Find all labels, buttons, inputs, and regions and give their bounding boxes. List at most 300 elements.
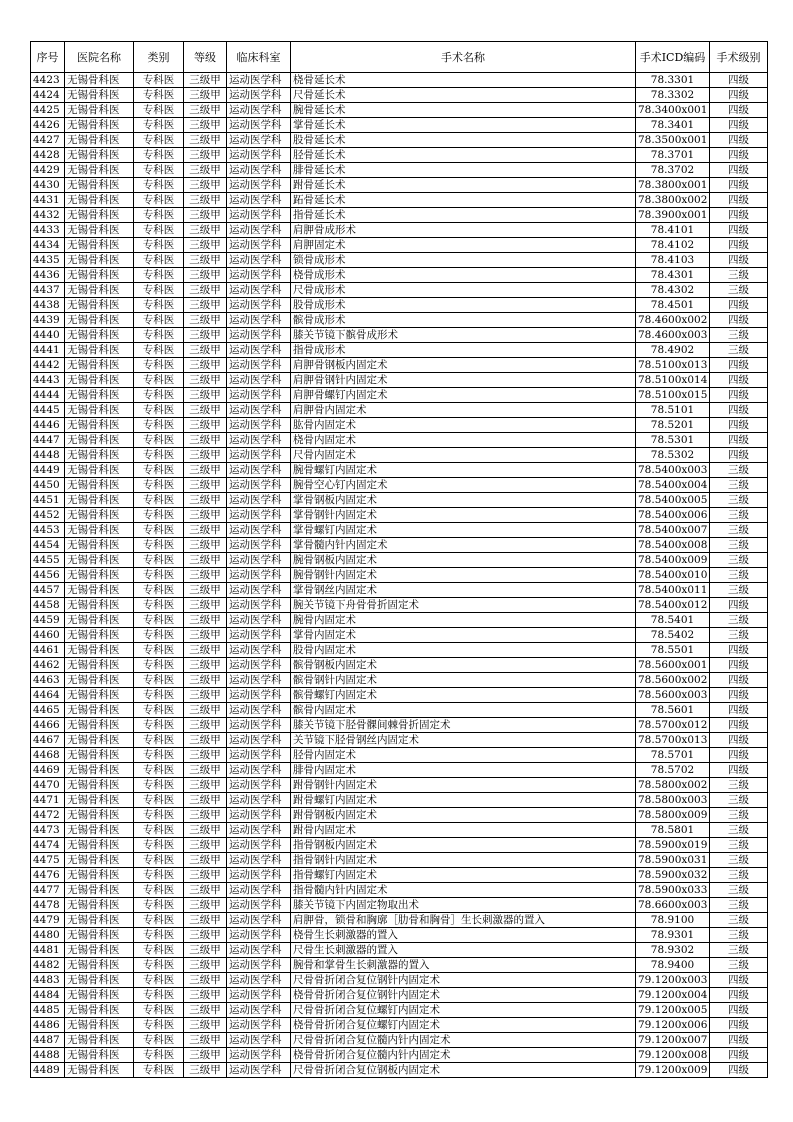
category-cell: 专科医 [134,148,184,163]
seq-cell: 4465 [31,703,65,718]
hospital-cell: 无锡骨科医 [65,763,134,778]
grade-cell: 三级甲 [184,73,227,88]
seq-cell: 4437 [31,283,65,298]
table-row [31,628,768,643]
category-cell: 专科医 [134,748,184,763]
surgery-name-cell: 髌骨内固定术 [291,703,636,718]
grade-cell: 三级甲 [184,733,227,748]
hospital-cell: 无锡骨科医 [65,118,134,133]
icd-cell: 78.5700x012 [636,718,710,733]
hospital-cell: 无锡骨科医 [65,133,134,148]
icd-cell: 78.3302 [636,88,710,103]
table-row [31,88,768,103]
seq-cell: 4472 [31,808,65,823]
icd-cell: 78.3301 [636,73,710,88]
grade-cell: 三级甲 [184,508,227,523]
dept-cell: 运动医学科 [227,658,291,673]
table-row [31,973,768,988]
dept-cell: 运动医学科 [227,148,291,163]
grade-cell: 三级甲 [184,883,227,898]
surgery-name-cell: 肩胛骨钢针内固定术 [291,373,636,388]
dept-cell: 运动医学科 [227,298,291,313]
surgery-name-cell: 指骨延长术 [291,208,636,223]
icd-cell: 78.5400x008 [636,538,710,553]
table-row [31,268,768,283]
surgery-name-cell: 关节镜下胫骨钢丝内固定术 [291,733,636,748]
table-row [31,328,768,343]
table-header-row [31,42,768,73]
seq-cell: 4456 [31,568,65,583]
seq-cell: 4429 [31,163,65,178]
table-row [31,133,768,148]
dept-cell: 运动医学科 [227,763,291,778]
seq-cell: 4436 [31,268,65,283]
dept-cell: 运动医学科 [227,598,291,613]
grade-cell: 三级甲 [184,418,227,433]
icd-cell: 78.5301 [636,433,710,448]
category-cell: 专科医 [134,163,184,178]
grade-cell: 三级甲 [184,763,227,778]
table-row [31,343,768,358]
dept-cell: 运动医学科 [227,403,291,418]
seq-cell: 4476 [31,868,65,883]
surgery-name-cell: 尺骨骨折闭合复位钢板内固定术 [291,1063,636,1078]
seq-cell: 4431 [31,193,65,208]
seq-cell: 4463 [31,673,65,688]
grade-cell: 三级甲 [184,1018,227,1033]
level-cell: 三级 [710,538,768,553]
seq-cell: 4475 [31,853,65,868]
hospital-cell: 无锡骨科医 [65,718,134,733]
icd-cell: 78.5401 [636,613,710,628]
level-cell: 四级 [710,598,768,613]
level-cell: 四级 [710,103,768,118]
seq-cell: 4445 [31,403,65,418]
seq-cell: 4440 [31,328,65,343]
table-row [31,808,768,823]
icd-cell: 78.5400x007 [636,523,710,538]
category-cell: 专科医 [134,688,184,703]
seq-cell: 4489 [31,1063,65,1078]
seq-cell: 4438 [31,298,65,313]
category-cell: 专科医 [134,718,184,733]
header-icd: 手术ICD编码 [636,42,710,73]
surgery-name-cell: 掌骨螺钉内固定术 [291,523,636,538]
hospital-cell: 无锡骨科医 [65,433,134,448]
surgery-name-cell: 尺骨内固定术 [291,448,636,463]
category-cell: 专科医 [134,973,184,988]
table-row [31,943,768,958]
grade-cell: 三级甲 [184,403,227,418]
surgery-name-cell: 腓骨延长术 [291,163,636,178]
hospital-cell: 无锡骨科医 [65,343,134,358]
icd-cell: 78.5400x012 [636,598,710,613]
icd-cell: 78.5601 [636,703,710,718]
seq-cell: 4460 [31,628,65,643]
surgery-name-cell: 跗骨钢板内固定术 [291,808,636,823]
grade-cell: 三级甲 [184,193,227,208]
category-cell: 专科医 [134,628,184,643]
level-cell: 三级 [710,463,768,478]
category-cell: 专科医 [134,913,184,928]
seq-cell: 4469 [31,763,65,778]
icd-cell: 78.4301 [636,268,710,283]
category-cell: 专科医 [134,178,184,193]
level-cell: 三级 [710,583,768,598]
category-cell: 专科医 [134,1018,184,1033]
table-row [31,433,768,448]
hospital-cell: 无锡骨科医 [65,703,134,718]
category-cell: 专科医 [134,763,184,778]
dept-cell: 运动医学科 [227,73,291,88]
hospital-cell: 无锡骨科医 [65,238,134,253]
level-cell: 四级 [710,193,768,208]
icd-cell: 78.3800x001 [636,178,710,193]
seq-cell: 4455 [31,553,65,568]
icd-cell: 78.3401 [636,118,710,133]
category-cell: 专科医 [134,118,184,133]
seq-cell: 4464 [31,688,65,703]
seq-cell: 4459 [31,613,65,628]
dept-cell: 运动医学科 [227,778,291,793]
level-cell: 四级 [710,1018,768,1033]
hospital-cell: 无锡骨科医 [65,208,134,223]
category-cell: 专科医 [134,838,184,853]
category-cell: 专科医 [134,373,184,388]
level-cell: 四级 [710,718,768,733]
level-cell: 四级 [710,223,768,238]
level-cell: 四级 [710,358,768,373]
surgery-name-cell: 指骨螺钉内固定术 [291,868,636,883]
surgery-name-cell: 髌骨钢针内固定术 [291,673,636,688]
level-cell: 四级 [710,298,768,313]
category-cell: 专科医 [134,73,184,88]
dept-cell: 运动医学科 [227,103,291,118]
hospital-cell: 无锡骨科医 [65,868,134,883]
grade-cell: 三级甲 [184,658,227,673]
hospital-cell: 无锡骨科医 [65,793,134,808]
seq-cell: 4443 [31,373,65,388]
surgery-name-cell: 胫骨内固定术 [291,748,636,763]
surgery-name-cell: 肩胛骨螺钉内固定术 [291,388,636,403]
level-cell: 四级 [710,988,768,1003]
surgery-name-cell: 尺骨生长刺激器的置入 [291,943,636,958]
grade-cell: 三级甲 [184,238,227,253]
grade-cell: 三级甲 [184,613,227,628]
grade-cell: 三级甲 [184,1063,227,1078]
grade-cell: 三级甲 [184,778,227,793]
dept-cell: 运动医学科 [227,988,291,1003]
category-cell: 专科医 [134,958,184,973]
hospital-cell: 无锡骨科医 [65,358,134,373]
icd-cell: 79.1200x008 [636,1048,710,1063]
level-cell: 三级 [710,283,768,298]
table-row [31,1018,768,1033]
surgery-name-cell: 肩胛骨钢板内固定术 [291,358,636,373]
hospital-cell: 无锡骨科医 [65,538,134,553]
grade-cell: 三级甲 [184,208,227,223]
icd-cell: 78.5100x015 [636,388,710,403]
seq-cell: 4458 [31,598,65,613]
table-row [31,868,768,883]
table-row [31,73,768,88]
surgery-name-cell: 股骨延长术 [291,133,636,148]
dept-cell: 运动医学科 [227,673,291,688]
dept-cell: 运动医学科 [227,448,291,463]
header-level: 手术级别 [710,42,768,73]
table-row [31,298,768,313]
table-row [31,643,768,658]
icd-cell: 78.5800x009 [636,808,710,823]
level-cell: 四级 [710,238,768,253]
seq-cell: 4467 [31,733,65,748]
grade-cell: 三级甲 [184,628,227,643]
seq-cell: 4444 [31,388,65,403]
seq-cell: 4433 [31,223,65,238]
dept-cell: 运动医学科 [227,883,291,898]
category-cell: 专科医 [134,388,184,403]
dept-cell: 运动医学科 [227,208,291,223]
dept-cell: 运动医学科 [227,253,291,268]
surgery-name-cell: 锁骨成形术 [291,253,636,268]
hospital-cell: 无锡骨科医 [65,973,134,988]
hospital-cell: 无锡骨科医 [65,463,134,478]
grade-cell: 三级甲 [184,928,227,943]
hospital-cell: 无锡骨科医 [65,568,134,583]
hospital-cell: 无锡骨科医 [65,913,134,928]
level-cell: 三级 [710,943,768,958]
hospital-cell: 无锡骨科医 [65,688,134,703]
table-row [31,163,768,178]
table-row [31,553,768,568]
grade-cell: 三级甲 [184,808,227,823]
table-row [31,778,768,793]
category-cell: 专科医 [134,463,184,478]
hospital-cell: 无锡骨科医 [65,193,134,208]
hospital-cell: 无锡骨科医 [65,178,134,193]
hospital-cell: 无锡骨科医 [65,988,134,1003]
grade-cell: 三级甲 [184,148,227,163]
icd-cell: 78.4103 [636,253,710,268]
surgery-name-cell: 肩胛固定术 [291,238,636,253]
surgery-name-cell: 髌骨成形术 [291,313,636,328]
grade-cell: 三级甲 [184,748,227,763]
hospital-cell: 无锡骨科医 [65,823,134,838]
dept-cell: 运动医学科 [227,283,291,298]
surgery-name-cell: 跗骨延长术 [291,178,636,193]
table-body [31,73,768,1078]
category-cell: 专科医 [134,358,184,373]
category-cell: 专科医 [134,868,184,883]
surgery-name-cell: 腕骨内固定术 [291,613,636,628]
grade-cell: 三级甲 [184,538,227,553]
dept-cell: 运动医学科 [227,838,291,853]
level-cell: 四级 [710,88,768,103]
surgery-name-cell: 桡骨内固定术 [291,433,636,448]
dept-cell: 运动医学科 [227,808,291,823]
hospital-cell: 无锡骨科医 [65,253,134,268]
hospital-cell: 无锡骨科医 [65,373,134,388]
icd-cell: 78.5600x001 [636,658,710,673]
category-cell: 专科医 [134,883,184,898]
surgery-name-cell: 腕关节镜下舟骨骨折固定术 [291,598,636,613]
hospital-cell: 无锡骨科医 [65,628,134,643]
icd-cell: 78.3701 [636,148,710,163]
hospital-cell: 无锡骨科医 [65,883,134,898]
table-row [31,463,768,478]
seq-cell: 4449 [31,463,65,478]
dept-cell: 运动医学科 [227,583,291,598]
table-row [31,793,768,808]
icd-cell: 78.3400x001 [636,103,710,118]
header-grade: 等级 [184,42,227,73]
seq-cell: 4481 [31,943,65,958]
surgery-name-cell: 指骨髓内针内固定术 [291,883,636,898]
hospital-cell: 无锡骨科医 [65,778,134,793]
level-cell: 三级 [710,823,768,838]
dept-cell: 运动医学科 [227,343,291,358]
dept-cell: 运动医学科 [227,178,291,193]
surgery-name-cell: 掌骨延长术 [291,118,636,133]
level-cell: 四级 [710,433,768,448]
dept-cell: 运动医学科 [227,553,291,568]
dept-cell: 运动医学科 [227,328,291,343]
seq-cell: 4442 [31,358,65,373]
surgery-name-cell: 尺骨骨折闭合复位髓内针内固定术 [291,1033,636,1048]
table-row [31,898,768,913]
category-cell: 专科医 [134,223,184,238]
icd-cell: 78.9100 [636,913,710,928]
level-cell: 三级 [710,628,768,643]
surgery-name-cell: 跗骨螺钉内固定术 [291,793,636,808]
icd-cell: 79.1200x003 [636,973,710,988]
surgery-name-cell: 胫骨延长术 [291,148,636,163]
icd-cell: 78.5400x010 [636,568,710,583]
level-cell: 三级 [710,793,768,808]
table-row [31,538,768,553]
table-row [31,403,768,418]
icd-cell: 79.1200x004 [636,988,710,1003]
dept-cell: 运动医学科 [227,493,291,508]
category-cell: 专科医 [134,88,184,103]
icd-cell: 78.5702 [636,763,710,778]
surgery-name-cell: 桡骨延长术 [291,73,636,88]
category-cell: 专科医 [134,328,184,343]
seq-cell: 4483 [31,973,65,988]
surgery-name-cell: 尺骨成形术 [291,283,636,298]
dept-cell: 运动医学科 [227,793,291,808]
category-cell: 专科医 [134,808,184,823]
icd-cell: 78.3900x001 [636,208,710,223]
icd-cell: 78.5900x032 [636,868,710,883]
table-row [31,373,768,388]
surgery-name-cell: 掌骨钢针内固定术 [291,508,636,523]
grade-cell: 三级甲 [184,373,227,388]
table-row [31,733,768,748]
icd-cell: 78.5400x004 [636,478,710,493]
grade-cell: 三级甲 [184,838,227,853]
header-dept: 临床科室 [227,42,291,73]
seq-cell: 4470 [31,778,65,793]
category-cell: 专科医 [134,343,184,358]
hospital-cell: 无锡骨科医 [65,673,134,688]
grade-cell: 三级甲 [184,268,227,283]
surgery-name-cell: 指骨钢针内固定术 [291,853,636,868]
icd-cell: 78.6600x003 [636,898,710,913]
seq-cell: 4457 [31,583,65,598]
level-cell: 四级 [710,733,768,748]
grade-cell: 三级甲 [184,223,227,238]
surgery-name-cell: 尺骨延长术 [291,88,636,103]
level-cell: 三级 [710,493,768,508]
level-cell: 三级 [710,958,768,973]
level-cell: 三级 [710,913,768,928]
level-cell: 三级 [710,268,768,283]
dept-cell: 运动医学科 [227,133,291,148]
category-cell: 专科医 [134,943,184,958]
surgery-name-cell: 掌骨髓内针内固定术 [291,538,636,553]
table-row [31,103,768,118]
dept-cell: 运动医学科 [227,223,291,238]
table-row [31,1063,768,1078]
hospital-cell: 无锡骨科医 [65,88,134,103]
table-row [31,958,768,973]
grade-cell: 三级甲 [184,583,227,598]
icd-cell: 78.5402 [636,628,710,643]
icd-cell: 78.4600x002 [636,313,710,328]
dept-cell: 运动医学科 [227,1063,291,1078]
table-row [31,508,768,523]
surgery-name-cell: 腕骨钢针内固定术 [291,568,636,583]
hospital-cell: 无锡骨科医 [65,808,134,823]
level-cell: 四级 [710,373,768,388]
category-cell: 专科医 [134,313,184,328]
level-cell: 三级 [710,343,768,358]
grade-cell: 三级甲 [184,553,227,568]
category-cell: 专科医 [134,208,184,223]
dept-cell: 运动医学科 [227,313,291,328]
level-cell: 三级 [710,478,768,493]
table-row [31,748,768,763]
icd-cell: 78.5900x019 [636,838,710,853]
dept-cell: 运动医学科 [227,163,291,178]
grade-cell: 三级甲 [184,643,227,658]
icd-cell: 78.4902 [636,343,710,358]
table-row [31,193,768,208]
level-cell: 四级 [710,703,768,718]
grade-cell: 三级甲 [184,688,227,703]
hospital-cell: 无锡骨科医 [65,958,134,973]
table-row [31,1033,768,1048]
icd-cell: 78.5801 [636,823,710,838]
seq-cell: 4439 [31,313,65,328]
level-cell: 三级 [710,853,768,868]
table-row [31,358,768,373]
icd-cell: 78.5800x003 [636,793,710,808]
seq-cell: 4454 [31,538,65,553]
level-cell: 三级 [710,883,768,898]
icd-cell: 78.5400x005 [636,493,710,508]
seq-cell: 4487 [31,1033,65,1048]
hospital-cell: 无锡骨科医 [65,388,134,403]
grade-cell: 三级甲 [184,718,227,733]
seq-cell: 4453 [31,523,65,538]
dept-cell: 运动医学科 [227,418,291,433]
hospital-cell: 无锡骨科医 [65,943,134,958]
surgery-name-cell: 掌骨钢丝内固定术 [291,583,636,598]
table-row [31,613,768,628]
dept-cell: 运动医学科 [227,568,291,583]
